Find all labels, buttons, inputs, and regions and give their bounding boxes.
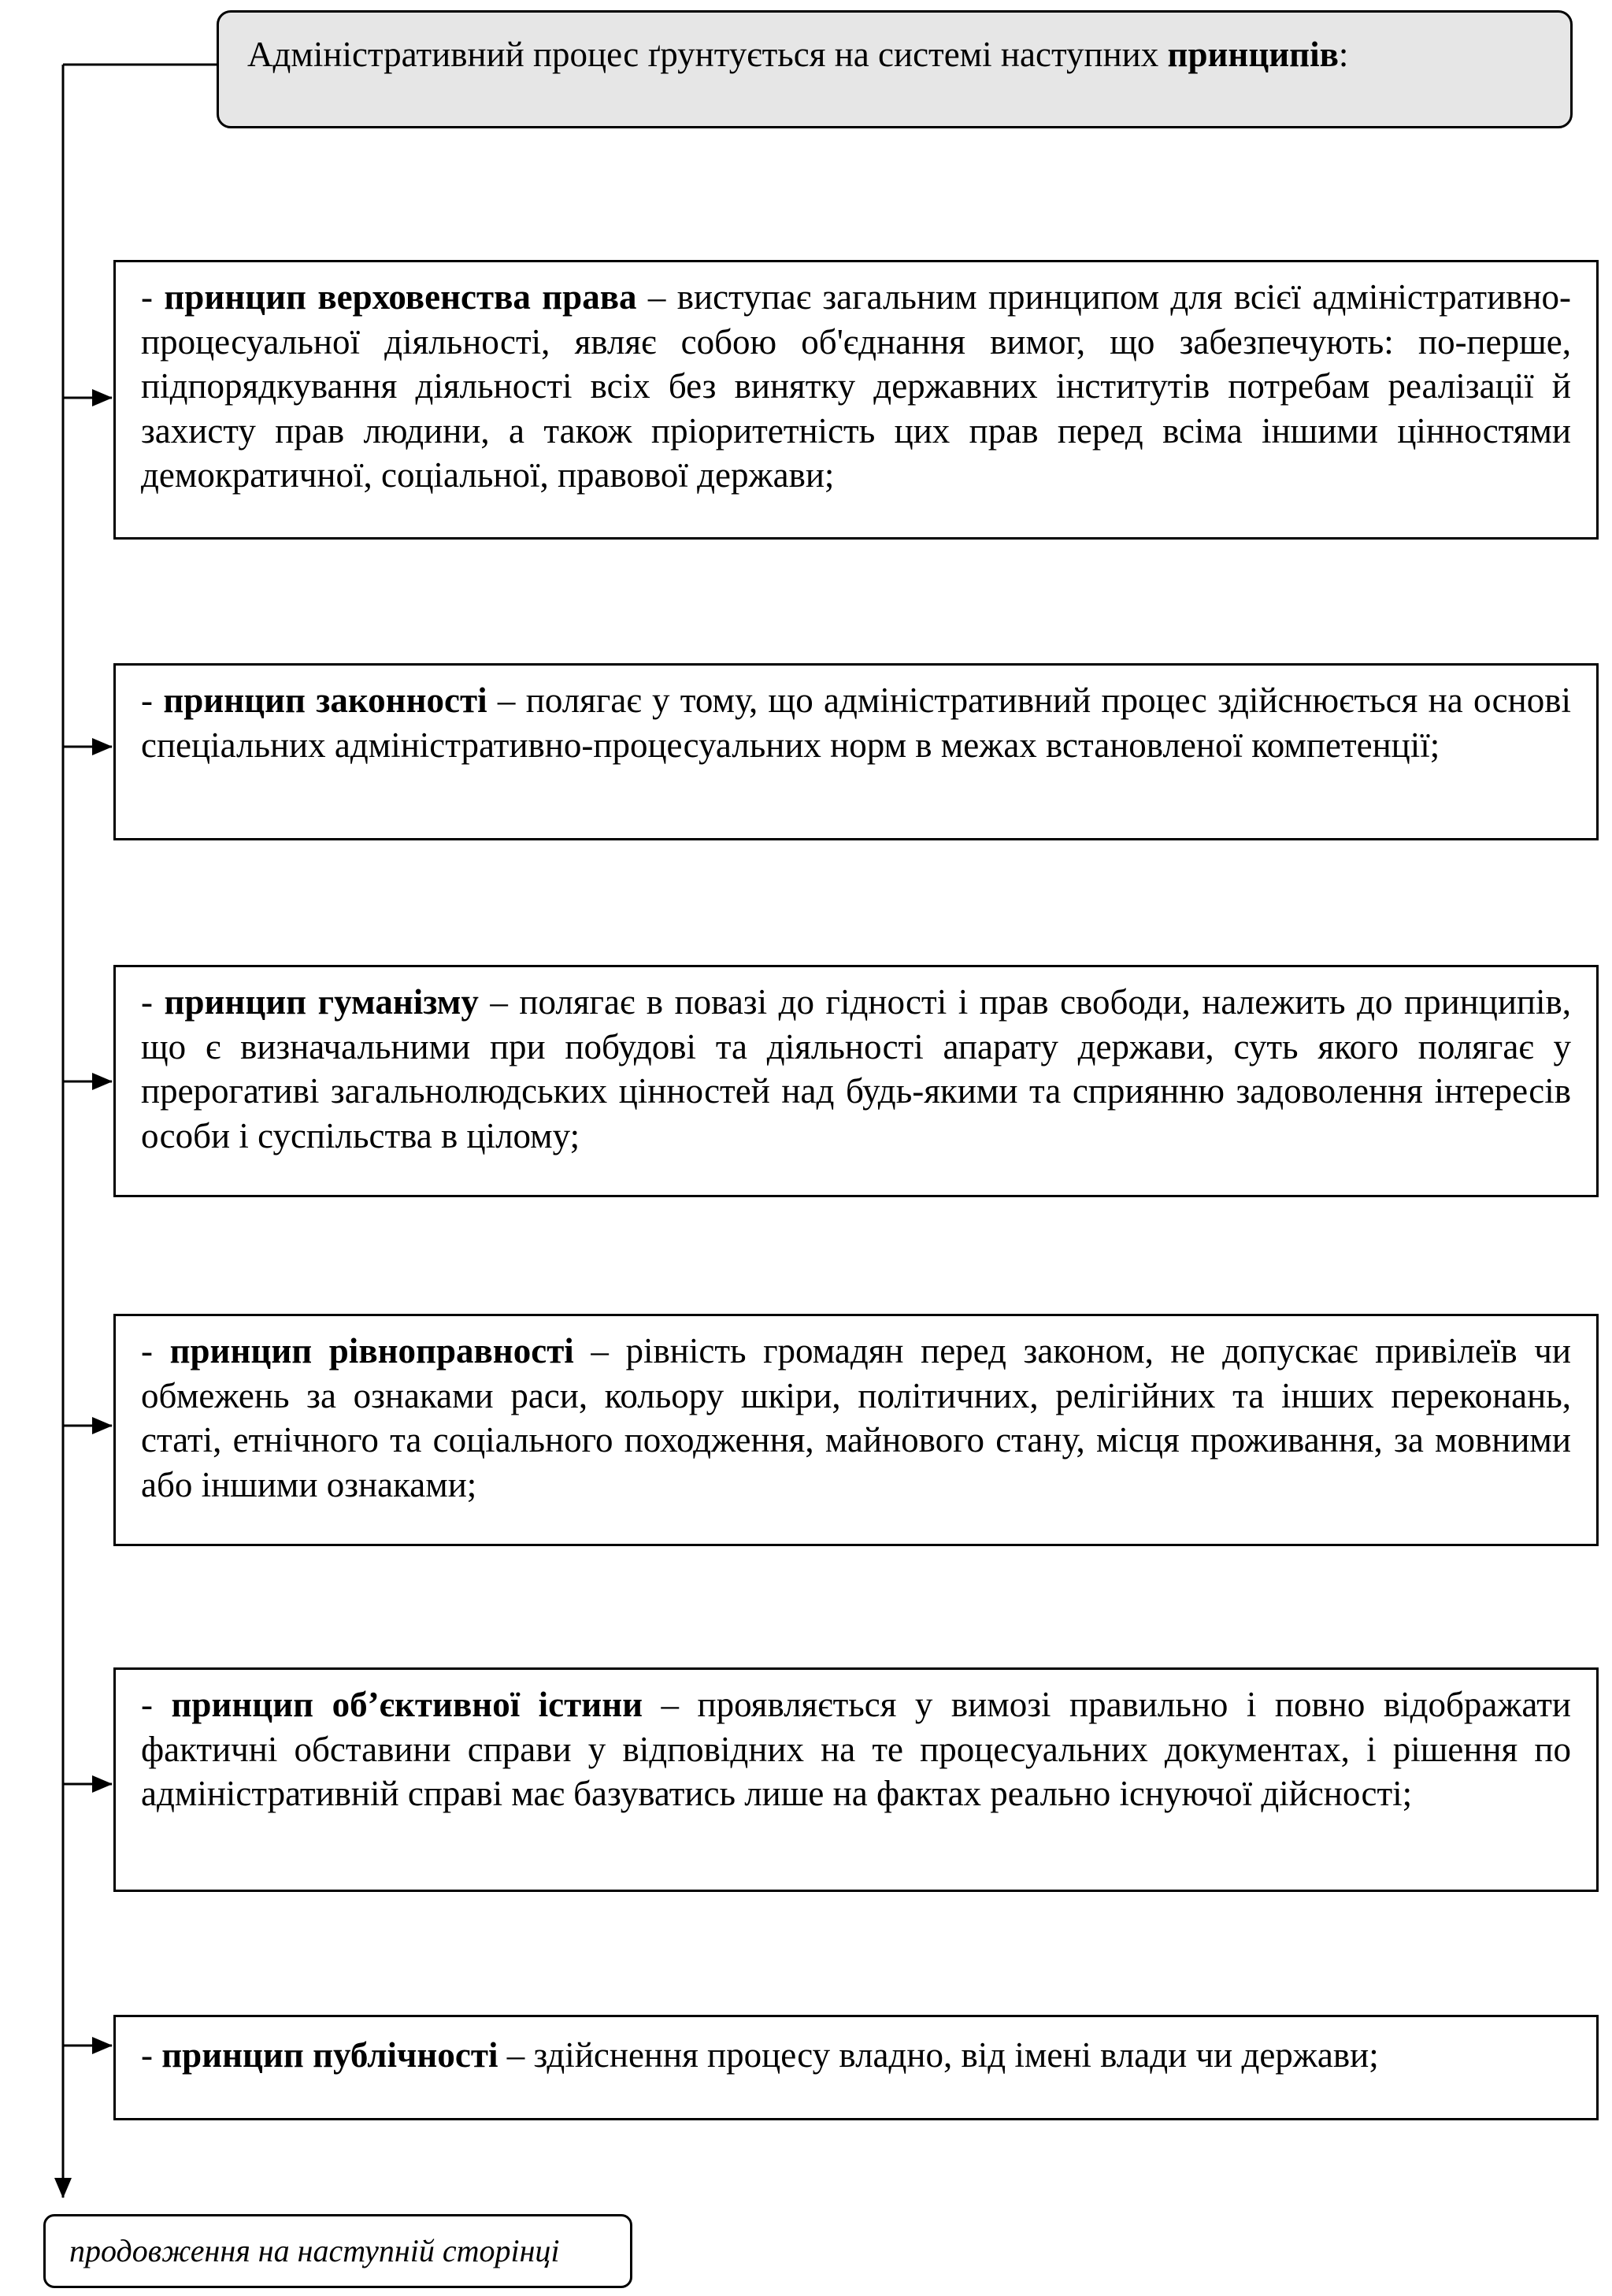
principle-description: – полягає в повазі до гідності і прав свободи, належить до принципів, що є визначальними при побудові та діяльності апарату держави, суть якого полягає у прерогативі загальнолюдських цінностей над будь-якими та сприянню задоволення інтересів особи і суспільства в цілому;	[141, 982, 1572, 1155]
principle-dash: -	[141, 982, 165, 1022]
principle-description: – виступає загальним принципом для всієї адміністративно-процесуальної діяльності, являє собою об'єднання вимог, що забезпечують: по-перше, підпорядкування діяльності всіх без винятку державних інститутів потребам реалізації й захисту прав людини, а також пріоритетність цих прав перед всіма іншими цінностями демократичної, соціальної, правової держави;	[141, 277, 1571, 495]
principle-box-equality	[113, 1314, 1599, 1546]
principle-dash: -	[141, 1331, 170, 1371]
principle-name: принцип рівноправності	[169, 1331, 574, 1371]
principle-name: принцип об’єктивної істини	[171, 1685, 643, 1724]
principle-name: принцип гуманізму	[164, 982, 479, 1022]
principle-box-rule-of-law	[113, 260, 1599, 540]
header-box	[217, 10, 1573, 128]
principle-dash: -	[141, 1685, 172, 1724]
header-text: Адміністративний процес ґрунтується на системі наступних	[247, 35, 1168, 74]
principle-box-humanism	[113, 965, 1599, 1197]
principle-name: принцип верховенства права	[164, 277, 637, 317]
continuation-note-box	[43, 2214, 632, 2288]
principle-description: – рівність громадян перед законом, не допускає привілеїв чи обмежень за ознаками раси, кольору шкіри, політичних, релігійних та інших переконань, статі, етнічного та соціального походження, майнового стану, місця проживання, за мовними або іншими ознаками;	[141, 1331, 1571, 1504]
principle-name: принцип законності	[163, 681, 487, 720]
principle-dash: -	[141, 277, 165, 317]
principle-box-objective-truth	[113, 1667, 1599, 1892]
principle-dash: -	[141, 681, 164, 720]
principle-description: – проявляється у вимозі правильно і повно відображати фактичні обставини справи у відповідних на те процесуальних документах, і рішення по адміністративній справі має базуватись лише на фактах реально існуючої дійсності;	[141, 1685, 1571, 1813]
principle-description: – здійснення процесу владно, від імені влади чи держави;	[498, 2035, 1379, 2075]
principle-description: – полягає у тому, що адміністративний процес здійснюється на основі спеціальних адміністративно-процесуальних норм в межах встановленої компетенції;	[141, 681, 1571, 765]
header-text-bold: принципів	[1167, 35, 1339, 74]
principle-box-publicity	[113, 2015, 1599, 2120]
header-text-end: :	[1338, 35, 1349, 74]
principle-box-legality	[113, 663, 1599, 840]
principle-dash: -	[141, 2035, 162, 2075]
principle-name: принцип публічності	[161, 2035, 498, 2075]
continuation-note-text: продовження на наступній сторінці	[69, 2233, 560, 2268]
